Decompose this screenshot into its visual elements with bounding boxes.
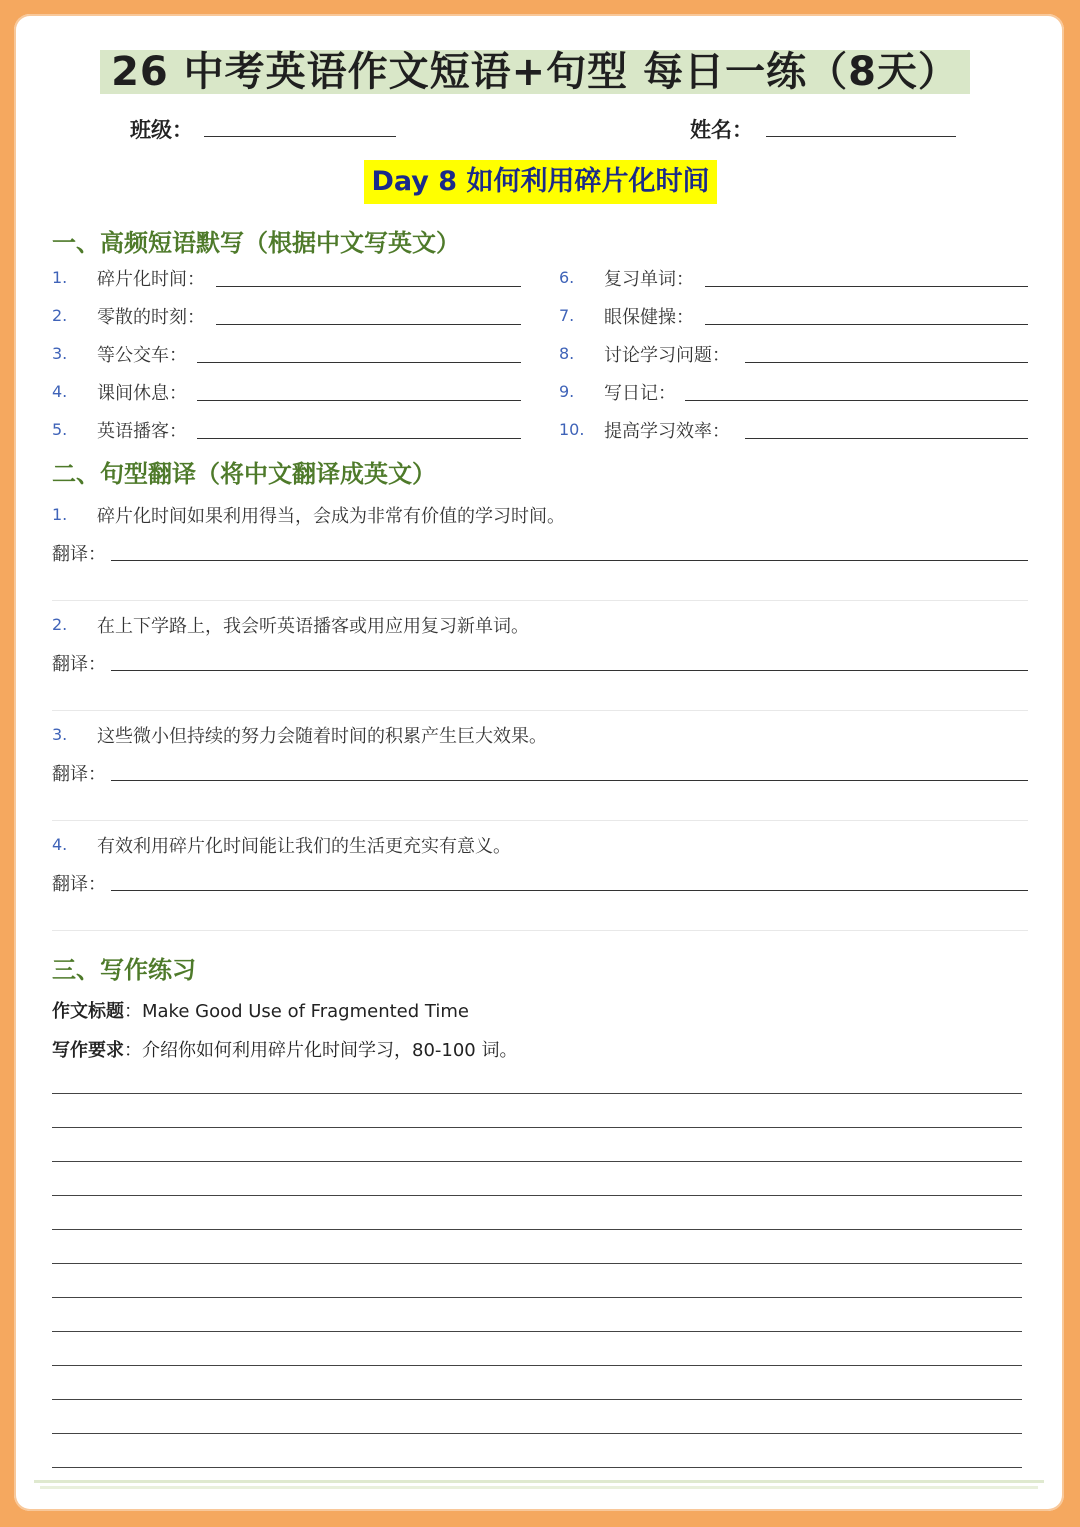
sentence-num: 3. — [52, 725, 68, 744]
phrase-num: 10. — [559, 420, 585, 439]
sentence-text: 碎片化时间如果利用得当，会成为非常有价值的学习时间。 — [97, 506, 565, 527]
name-blank[interactable] — [766, 136, 956, 137]
writing-line[interactable] — [52, 1195, 1022, 1196]
phrase-answer-line[interactable] — [685, 400, 1028, 401]
phrase-label: 碎片化时间： — [97, 269, 205, 290]
class-label: 班级： — [130, 117, 193, 142]
phrase-num: 2. — [52, 306, 68, 325]
essay-requirement: ：介绍你如何利用碎片化时间学习，80-100 词。 — [124, 1040, 518, 1061]
phrase-label: 眼保健操： — [604, 307, 694, 328]
translate-label: 翻译： — [52, 544, 106, 565]
translate-answer-line[interactable] — [111, 780, 1028, 781]
phrase-num: 1. — [52, 268, 68, 287]
footer-decoration — [34, 1480, 1044, 1483]
writing-line[interactable] — [52, 1399, 1022, 1400]
phrase-num: 9. — [559, 382, 575, 401]
phrase-answer-line[interactable] — [745, 438, 1028, 439]
translate-answer-line[interactable] — [111, 890, 1028, 891]
writing-line[interactable] — [52, 1161, 1022, 1162]
phrase-answer-line[interactable] — [197, 438, 521, 439]
phrase-num: 7. — [559, 306, 575, 325]
phrase-num: 6. — [559, 268, 575, 287]
phrase-answer-line[interactable] — [705, 324, 1028, 325]
divider — [52, 820, 1028, 821]
writing-line[interactable] — [52, 1263, 1022, 1264]
phrase-num: 3. — [52, 344, 68, 363]
writing-line[interactable] — [52, 1229, 1022, 1230]
phrase-label: 等公交车： — [97, 345, 187, 366]
essay-topic-row — [52, 997, 469, 1023]
phrase-label: 英语播客： — [97, 421, 187, 442]
sentence-text: 这些微小但持续的努力会随着时间的积累产生巨大效果。 — [97, 726, 547, 747]
section1-title: 一、高频短语默写（根据中文写英文） — [52, 229, 460, 257]
phrase-num: 5. — [52, 420, 68, 439]
phrase-num: 8. — [559, 344, 575, 363]
phrase-label: 提高学习效率： — [604, 421, 730, 442]
translate-answer-line[interactable] — [111, 670, 1028, 671]
writing-line[interactable] — [52, 1365, 1022, 1366]
phrase-num: 4. — [52, 382, 68, 401]
writing-line[interactable] — [52, 1127, 1022, 1128]
phrase-label: 零散的时刻： — [97, 307, 205, 328]
writing-line[interactable] — [52, 1297, 1022, 1298]
translate-answer-line[interactable] — [111, 560, 1028, 561]
sentence-text: 有效利用碎片化时间能让我们的生活更充实有意义。 — [97, 836, 511, 857]
writing-line[interactable] — [52, 1433, 1022, 1434]
section3-title: 三、写作练习 — [52, 956, 196, 984]
phrase-label: 课间休息： — [97, 383, 187, 404]
class-blank[interactable] — [204, 136, 396, 137]
writing-line[interactable] — [52, 1467, 1022, 1468]
footer-decoration — [40, 1486, 1038, 1489]
phrase-answer-line[interactable] — [197, 400, 521, 401]
translate-label: 翻译： — [52, 874, 106, 895]
writing-line[interactable] — [52, 1093, 1022, 1094]
phrase-label: 写日记： — [604, 383, 676, 404]
translate-label: 翻译： — [52, 764, 106, 785]
divider — [52, 930, 1028, 931]
sentence-num: 4. — [52, 835, 68, 854]
sentence-text: 在上下学路上，我会听英语播客或用应用复习新单词。 — [97, 616, 529, 637]
phrase-label: 复习单词： — [604, 269, 694, 290]
sentence-num: 1. — [52, 505, 68, 524]
essay-requirement-label: 写作要求 — [52, 1040, 124, 1061]
name-label: 姓名： — [690, 117, 753, 142]
divider — [52, 710, 1028, 711]
writing-line[interactable] — [52, 1331, 1022, 1332]
phrase-answer-line[interactable] — [745, 362, 1028, 363]
phrase-answer-line[interactable] — [705, 286, 1028, 287]
essay-requirement-row — [52, 1036, 517, 1062]
phrase-answer-line[interactable] — [197, 362, 521, 363]
essay-topic-label: 作文标题 — [52, 1001, 124, 1022]
essay-topic: ：Make Good Use of Fragmented Time — [124, 1001, 469, 1022]
worksheet-title: 26 中考英语作文短语+句型 每日一练（8天） — [100, 50, 970, 94]
phrase-answer-line[interactable] — [216, 324, 521, 325]
worksheet-page — [14, 14, 1064, 1511]
day-title: Day 8 如何利用碎片化时间 — [364, 160, 717, 204]
phrase-label: 讨论学习问题： — [604, 345, 730, 366]
phrase-answer-line[interactable] — [216, 286, 521, 287]
section2-title: 二、句型翻译（将中文翻译成英文） — [52, 460, 436, 488]
sentence-num: 2. — [52, 615, 68, 634]
translate-label: 翻译： — [52, 654, 106, 675]
divider — [52, 600, 1028, 601]
